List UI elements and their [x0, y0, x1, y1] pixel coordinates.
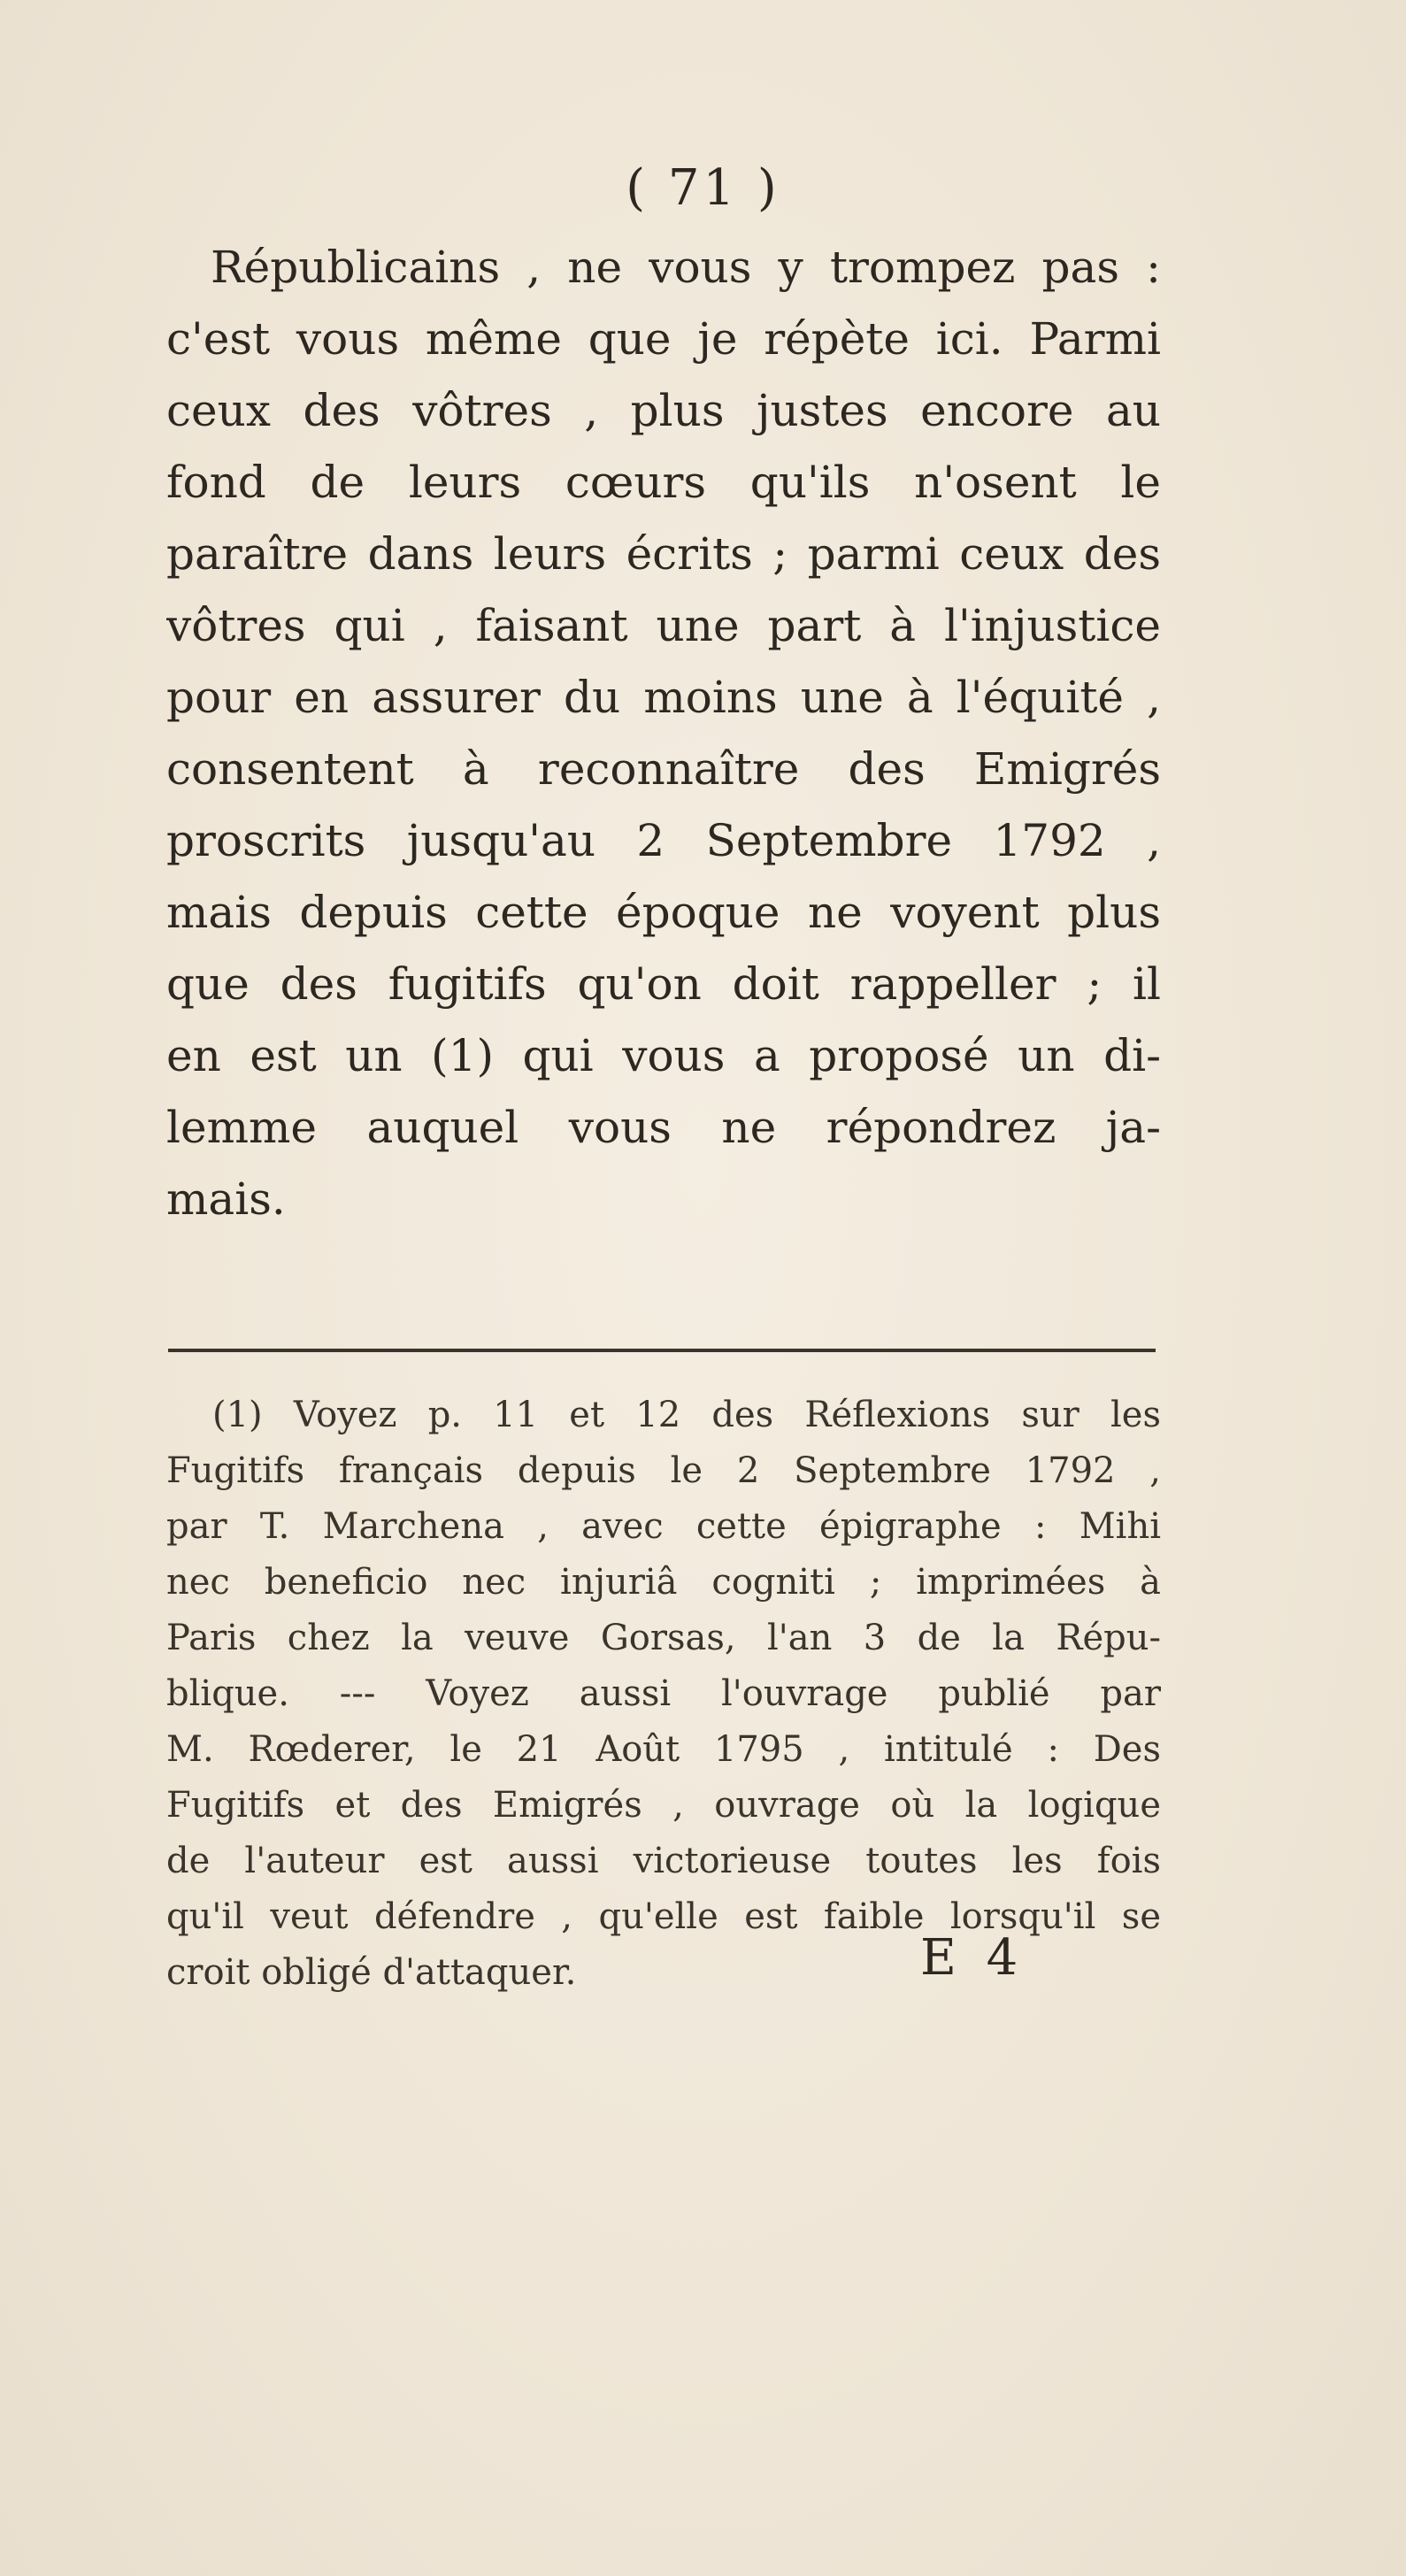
text-line: en est un (1) qui vous a proposé un di- [166, 1030, 1161, 1081]
text-line: mais. [166, 1173, 286, 1225]
footnote-line: blique. --- Voyez aussi l'ouvrage publié par [166, 1673, 1161, 1714]
text-line: ceux des vôtres , plus justes encore au [166, 385, 1161, 436]
text-line: c'est vous même que je répète ici. Parmi [166, 313, 1161, 365]
footnote-line: M. Rœderer, le 21 Août 1795 , intitulé : Des [166, 1729, 1161, 1770]
footnote-line: qu'il veut défendre , qu'elle est faible lorsqu'il se [166, 1896, 1161, 1937]
text-line: consentent à reconnaître des Emigrés [166, 743, 1161, 795]
text-line: mais depuis cette époque ne voyent plus [166, 887, 1161, 938]
footnote-line: (1) Voyez p. 11 et 12 des Réflexions sur les [212, 1395, 1161, 1435]
signature-mark: E 4 [920, 1929, 1026, 1987]
footnote-divider [168, 1349, 1156, 1352]
text-line: lemme auquel vous ne répondrez ja- [166, 1102, 1161, 1153]
footnote-line: Fugitifs et des Emigrés , ouvrage où la logique [166, 1785, 1161, 1826]
page-number: ( 71 ) [626, 159, 780, 217]
text-line: vôtres qui , faisant une part à l'injustice [166, 600, 1161, 651]
footnote-line: par T. Marchena , avec cette épigraphe : Mihi [166, 1506, 1161, 1547]
text-line: proscrits jusqu'au 2 Septembre 1792 , [166, 815, 1161, 866]
main-text [166, 232, 1161, 1235]
text-line: fond de leurs cœurs qu'ils n'osent le [166, 457, 1161, 508]
text-line: que des fugitifs qu'on doit rappeller ; il [166, 958, 1161, 1010]
footnote [166, 1388, 1161, 2001]
footnote-line: de l'auteur est aussi victorieuse toutes les fois [166, 1841, 1161, 1881]
text-line: paraître dans leurs écrits ; parmi ceux des [166, 528, 1161, 580]
text-line: pour en assurer du moins une à l'équité , [166, 672, 1161, 723]
footnote-line: Fugitifs français depuis le 2 Septembre 1792 , [166, 1450, 1161, 1491]
footnote-line: nec beneficio nec injuriâ cogniti ; imprimées à [166, 1562, 1161, 1603]
footnote-line: Paris chez la veuve Gorsas, l'an 3 de la Répu- [166, 1618, 1161, 1658]
text-line: Républicains , ne vous y trompez pas : [211, 242, 1161, 293]
footnote-line: croit obligé d'attaquer. [166, 1952, 577, 1993]
